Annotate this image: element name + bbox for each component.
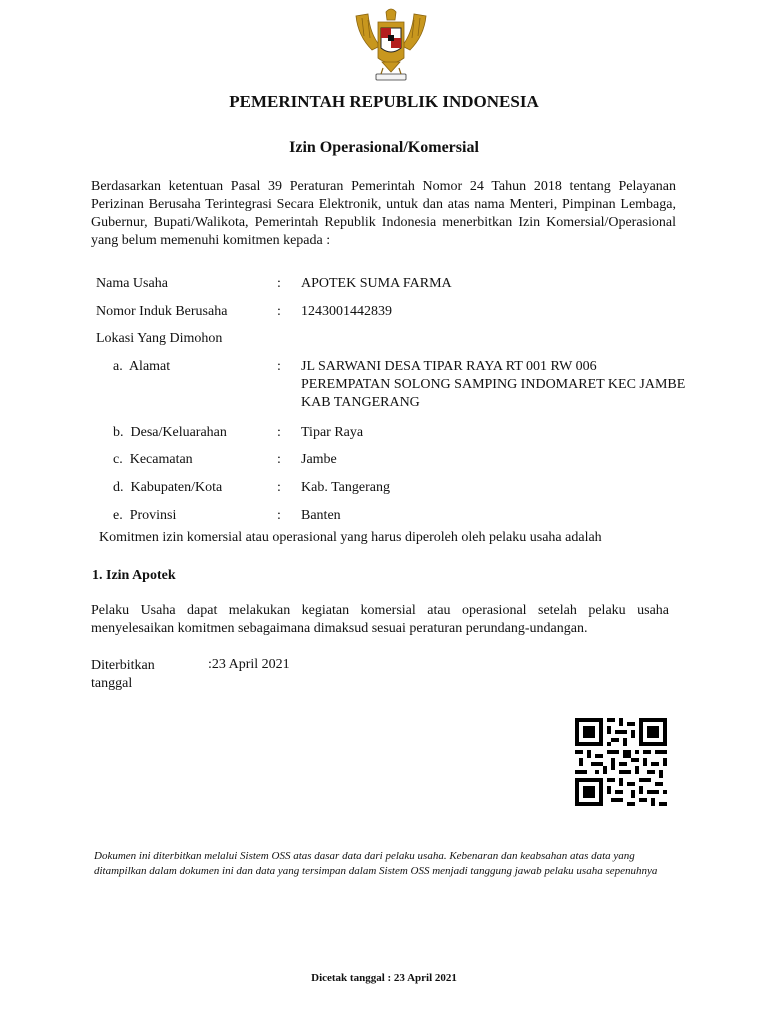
section-title: 1. Izin Apotek: [92, 568, 176, 583]
desa-label: b. Desa/Keluarahan: [113, 425, 227, 440]
kecamatan-value: Jambe: [301, 452, 337, 467]
provinsi-label: e. Provinsi: [113, 508, 177, 523]
qr-code-icon: [575, 718, 667, 806]
colon: :: [277, 304, 281, 319]
nama-usaha-value: APOTEK SUMA FARMA: [301, 276, 452, 291]
desa-value: Tipar Raya: [301, 425, 364, 440]
document-subtitle: Izin Operasional/Komersial: [289, 139, 479, 156]
section-paragraph: Pelaku Usaha dapat melakukan kegiatan komersial atau operasional setelah pelaku usaha menyelesaikan komitmen sebagaimana dimaksud sesuai peraturan perundang-undangan.: [91, 603, 669, 636]
nib-label: Nomor Induk Berusaha: [96, 304, 228, 319]
kabupaten-value: Kab. Tangerang: [301, 480, 390, 495]
colon: :: [277, 425, 281, 440]
print-date: Dicetak tanggal : 23 April 2021: [311, 972, 457, 984]
lokasi-label: Lokasi Yang Dimohon: [96, 331, 223, 346]
kecamatan-label: c. Kecamatan: [113, 452, 193, 467]
colon: :: [277, 480, 281, 495]
nama-usaha-label: Nama Usaha: [96, 276, 168, 291]
provinsi-value: Banten: [301, 508, 341, 523]
disclaimer-text: Dokumen ini diterbitkan melalui Sistem OSS atas dasar data dari pelaku usaha. Kebenaran dan keabsahan atas data yang ditampilkan dalam dokumen ini dan data yang tersimpan dalam Sistem OSS menjadi tanggung jawab pelaku usaha sepenuhnya: [94, 850, 658, 877]
kabupaten-label: d. Kabupaten/Kota: [113, 480, 223, 495]
komitmen-text: Komitmen izin komersial atau operasional yang harus diperoleh oleh pelaku usaha adalah: [99, 530, 602, 545]
issued-date: :23 April 2021: [208, 657, 290, 672]
nib-value: 1243001442839: [301, 304, 392, 319]
issued-label: Diterbitkan tanggal: [91, 658, 155, 691]
alamat-label: a. Alamat: [113, 359, 171, 374]
alamat-value: JL SARWANI DESA TIPAR RAYA RT 001 RW 006 PEREMPATAN SOLONG SAMPING INDOMARET KEC JAMBE KAB TANGERANG: [301, 359, 686, 410]
garuda-emblem-icon: [350, 6, 432, 88]
colon: :: [277, 276, 281, 291]
colon: :: [277, 508, 281, 523]
colon: :: [277, 359, 281, 374]
intro-paragraph: Berdasarkan ketentuan Pasal 39 Peraturan Pemerintah Nomor 24 Tahun 2018 tentang Pelayanan Perizinan Berusaha Terintegrasi Secara Elektronik, untuk dan atas nama Menteri, Pimpinan Lembaga, Gubernur, Bupati/Walikota, Pemerintah Republik Indonesia menerbitkan Izin Komersial/Operasional yang belum memenuhi komitmen kepada :: [91, 179, 676, 248]
colon: :: [277, 452, 281, 467]
page-title: PEMERINTAH REPUBLIK INDONESIA: [229, 92, 539, 111]
